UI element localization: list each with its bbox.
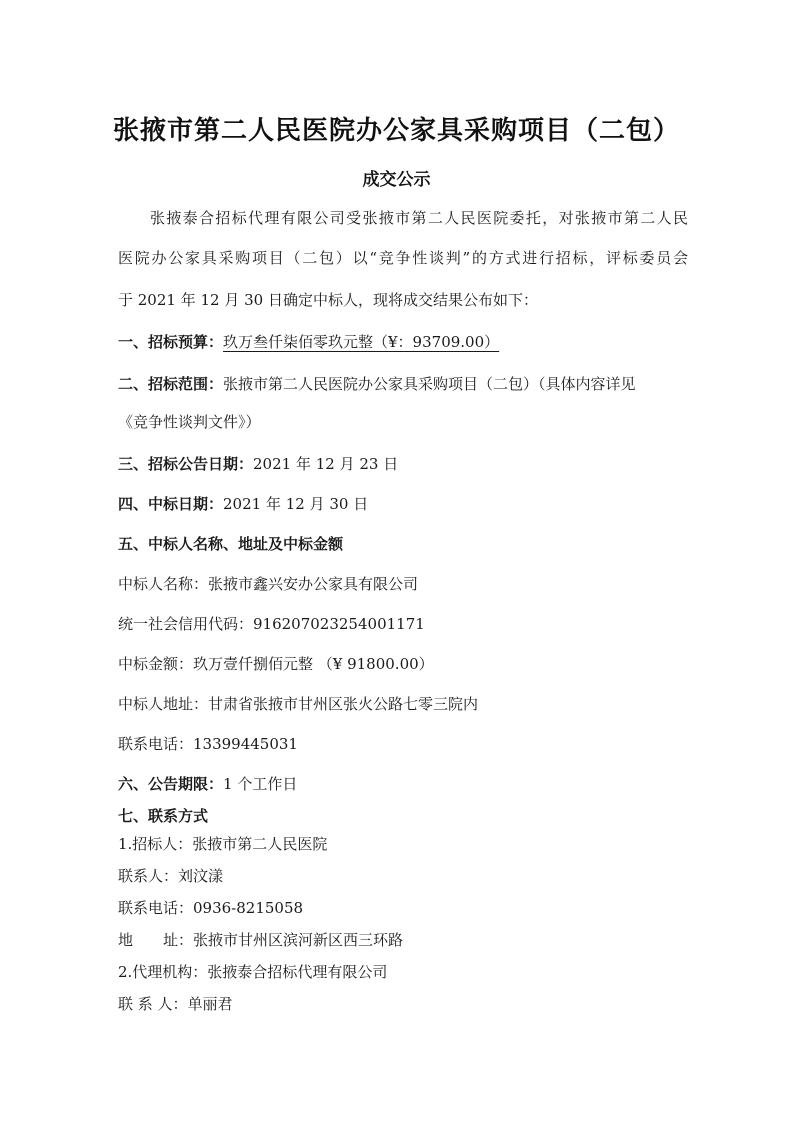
contact-phone: 联系电话：0936-8215058 xyxy=(118,899,304,917)
notice-date-value: 2021 年 12 月 23 日 xyxy=(253,455,399,473)
contact-heading: 七、联系方式 xyxy=(118,807,209,825)
budget-value: 玖万叁仟柒佰零玖元整（¥：93709.00） xyxy=(223,333,500,351)
period-label: 六、公告期限： xyxy=(118,775,224,793)
winner-name: 中标人名称：张掖市鑫兴安办公家具有限公司 xyxy=(118,575,419,593)
winner-amount: 中标金额：玖万壹仟捌佰元整 （¥ 91800.00） xyxy=(118,655,434,673)
winner-phone: 联系电话：13399445031 xyxy=(118,735,298,753)
notice-date-row xyxy=(118,454,688,474)
agency-person-value: 单丽君 xyxy=(187,995,233,1013)
agency-person-label: 联 系 人： xyxy=(118,995,188,1013)
period-value: 1 个工作日 xyxy=(223,775,298,793)
contact-address-label: 地 址： xyxy=(118,931,194,949)
contact-tenderer: 1.招标人：张掖市第二人民医院 xyxy=(118,835,328,853)
budget-row xyxy=(118,332,688,352)
winner-heading: 五、中标人名称、地址及中标金额 xyxy=(118,535,344,553)
contact-address-row xyxy=(118,930,688,950)
budget-label: 一、招标预算： xyxy=(118,333,224,351)
contact-person: 联系人：刘汶漾 xyxy=(118,867,224,885)
award-date-label: 四、中标日期： xyxy=(118,495,224,513)
period-row xyxy=(118,774,688,794)
scope-row xyxy=(118,374,688,394)
intro-line-2: 医院办公家具采购项目（二包）以“竞争性谈判”的方式进行招标，评标委员会 xyxy=(118,249,688,267)
award-date-row xyxy=(118,494,688,514)
scope-label: 二、招标范围： xyxy=(118,375,224,393)
intro-line-1: 张掖泰合招标代理有限公司受张掖市第二人民医院委托，对张掖市第二人民 xyxy=(150,209,688,227)
document-subtitle: 成交公示 xyxy=(362,170,431,190)
winner-address: 中标人地址：甘肃省张掖市甘州区张火公路七零三院内 xyxy=(118,695,479,713)
intro-line-3: 于 2021 年 12 月 30 日确定中标人，现将成交结果公布如下： xyxy=(118,291,538,309)
contact-address-value: 张掖市甘州区滨河新区西三环路 xyxy=(193,931,404,949)
scope-value: 张掖市第二人民医院办公家具采购项目（二包）（具体内容详见 xyxy=(223,375,636,393)
scope-value-continued: 《竞争性谈判文件》） xyxy=(118,413,261,431)
notice-date-label: 三、招标公告日期： xyxy=(118,455,254,473)
award-date-value: 2021 年 12 月 30 日 xyxy=(223,495,369,513)
document-title: 张掖市第二人民医院办公家具采购项目（二包） xyxy=(112,116,680,146)
agency-person-row xyxy=(118,994,688,1014)
winner-credit-code: 统一社会信用代码：916207023254001171 xyxy=(118,615,425,633)
contact-agency: 2.代理机构：张掖泰合招标代理有限公司 xyxy=(118,963,388,981)
